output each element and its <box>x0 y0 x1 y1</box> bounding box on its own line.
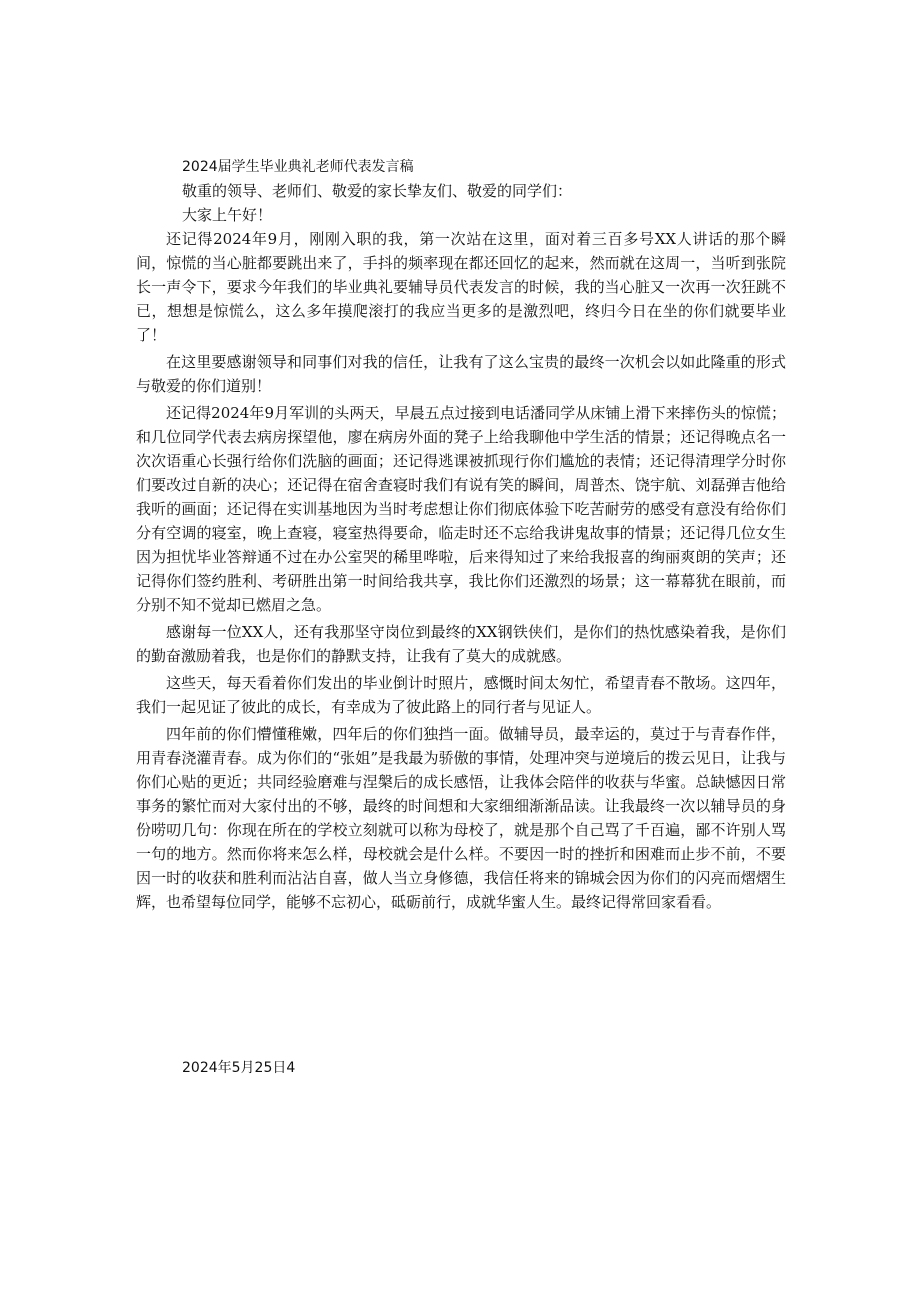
paragraph-2: 在这里要感谢领导和同事们对我的信任，让我有了这么宝贵的最终一次机会以如此隆重的形式与敬爱的你们道别！ <box>136 353 786 395</box>
paragraph-6: 四年前的你们懵懂稚嫩，四年后的你们独挡一面。做辅导员，最幸运的，莫过于与青春作伴，用青春浇灌青春。成为你们的“张姐”是我最为骄傲的事情，处理冲突与逆境后的拨云见日，让我与你们心贴的更近；共同经验磨难与涅槃后的成长感悟，让我体会陪伴的收获与华蜜。总缺憾因日常事务的繁忙而对大家付出的不够，最终的时间想和大家细细渐渐品读。让我最终一次以辅导员的身份唠叨几句：你现在所在的学校立刻就可以称为母校了，就是那个自己骂了千百遍，鄙不许别人骂一句的地方。然而你将来怎么样，母校就会是什么样。不要因一时的挫折和困难而止步不前，不要因一时的收获和胜利而沾沾自喜，做人当立身修德，我信任将来的锦城会因为你们的闪亮而熠熠生辉，也希望每位同学，能够不忘初心，砥砺前行，成就华蜜人生。最终记得常回家看看。 <box>136 725 786 911</box>
paragraph-4: 感谢每一位XX人，还有我那坚守岗位到最终的XX钢铁侠们，是你们的热忱感染着我，是你们的勤奋激励着我，也是你们的静默支持，让我有了莫大的成就感。 <box>136 623 786 665</box>
document-title: 2024届学生毕业典礼老师代表发言稿 <box>182 159 414 175</box>
paragraph-1: 还记得2024年9月，刚刚入职的我，第一次站在这里，面对着三百多号XX人讲话的那个瞬间，惊慌的当心脏都要跳出来了，手抖的频率现在都还回忆的起来，然而就在这周一，当听到张院长一声令下，要求今年我们的毕业典礼要辅导员代表发言的时候，我的当心脏又一次再一次狂跳不已，想想是惊慌么，这么多年摸爬滚打的我应当更多的是激烈吧，终归今日在坐的你们就要毕业了！ <box>136 230 786 344</box>
document-body <box>136 155 786 914</box>
salutation: 敬重的领导、老师们、敬爱的家长挚友们、敬爱的同学们： <box>182 182 573 200</box>
greeting: 大家上午好！ <box>182 206 273 224</box>
paragraph-3: 还记得2024年9月军训的头两天，早晨五点过接到电话潘同学从床铺上滑下来摔伤头的惊慌；和几位同学代表去病房探望他，廖在病房外面的凳子上给我聊他中学生活的情景；还记得晚点名一次次语重心长强行给你们洗脑的画面；还记得逃课被抓现行你们尴尬的表情；还记得清理学分时你们要改过自新的决心；还记得在宿舍查寝时我们有说有笑的瞬间，周普杰、饶宇航、刘磊弹吉他给我听的画面；还记得在实训基地因为当时考虑想让你们彻底体验下吃苦耐劳的感受有意没有给你们分有空调的寝室，晚上查寝，寝室热得要命，临走时还不忘给我讲鬼故事的情景；还记得几位女生因为担忧毕业答辩通不过在办公室哭的稀里哗啦，后来得知过了来给我报喜的绚丽爽朗的笑声；还记得你们签约胜利、考研胜出第一时间给我共享，我比你们还激烈的场景；这一幕幕犹在眼前，而分别不知不觉却已燃眉之急。 <box>136 404 786 614</box>
document-date: 2024年5月25日4 <box>182 1060 296 1076</box>
paragraph-5: 这些天，每天看着你们发出的毕业倒计时照片，感慨时间太匆忙，希望青春不散场。这四年，我们一起见证了彼此的成长，有幸成为了彼此路上的同行者与见证人。 <box>136 674 786 716</box>
